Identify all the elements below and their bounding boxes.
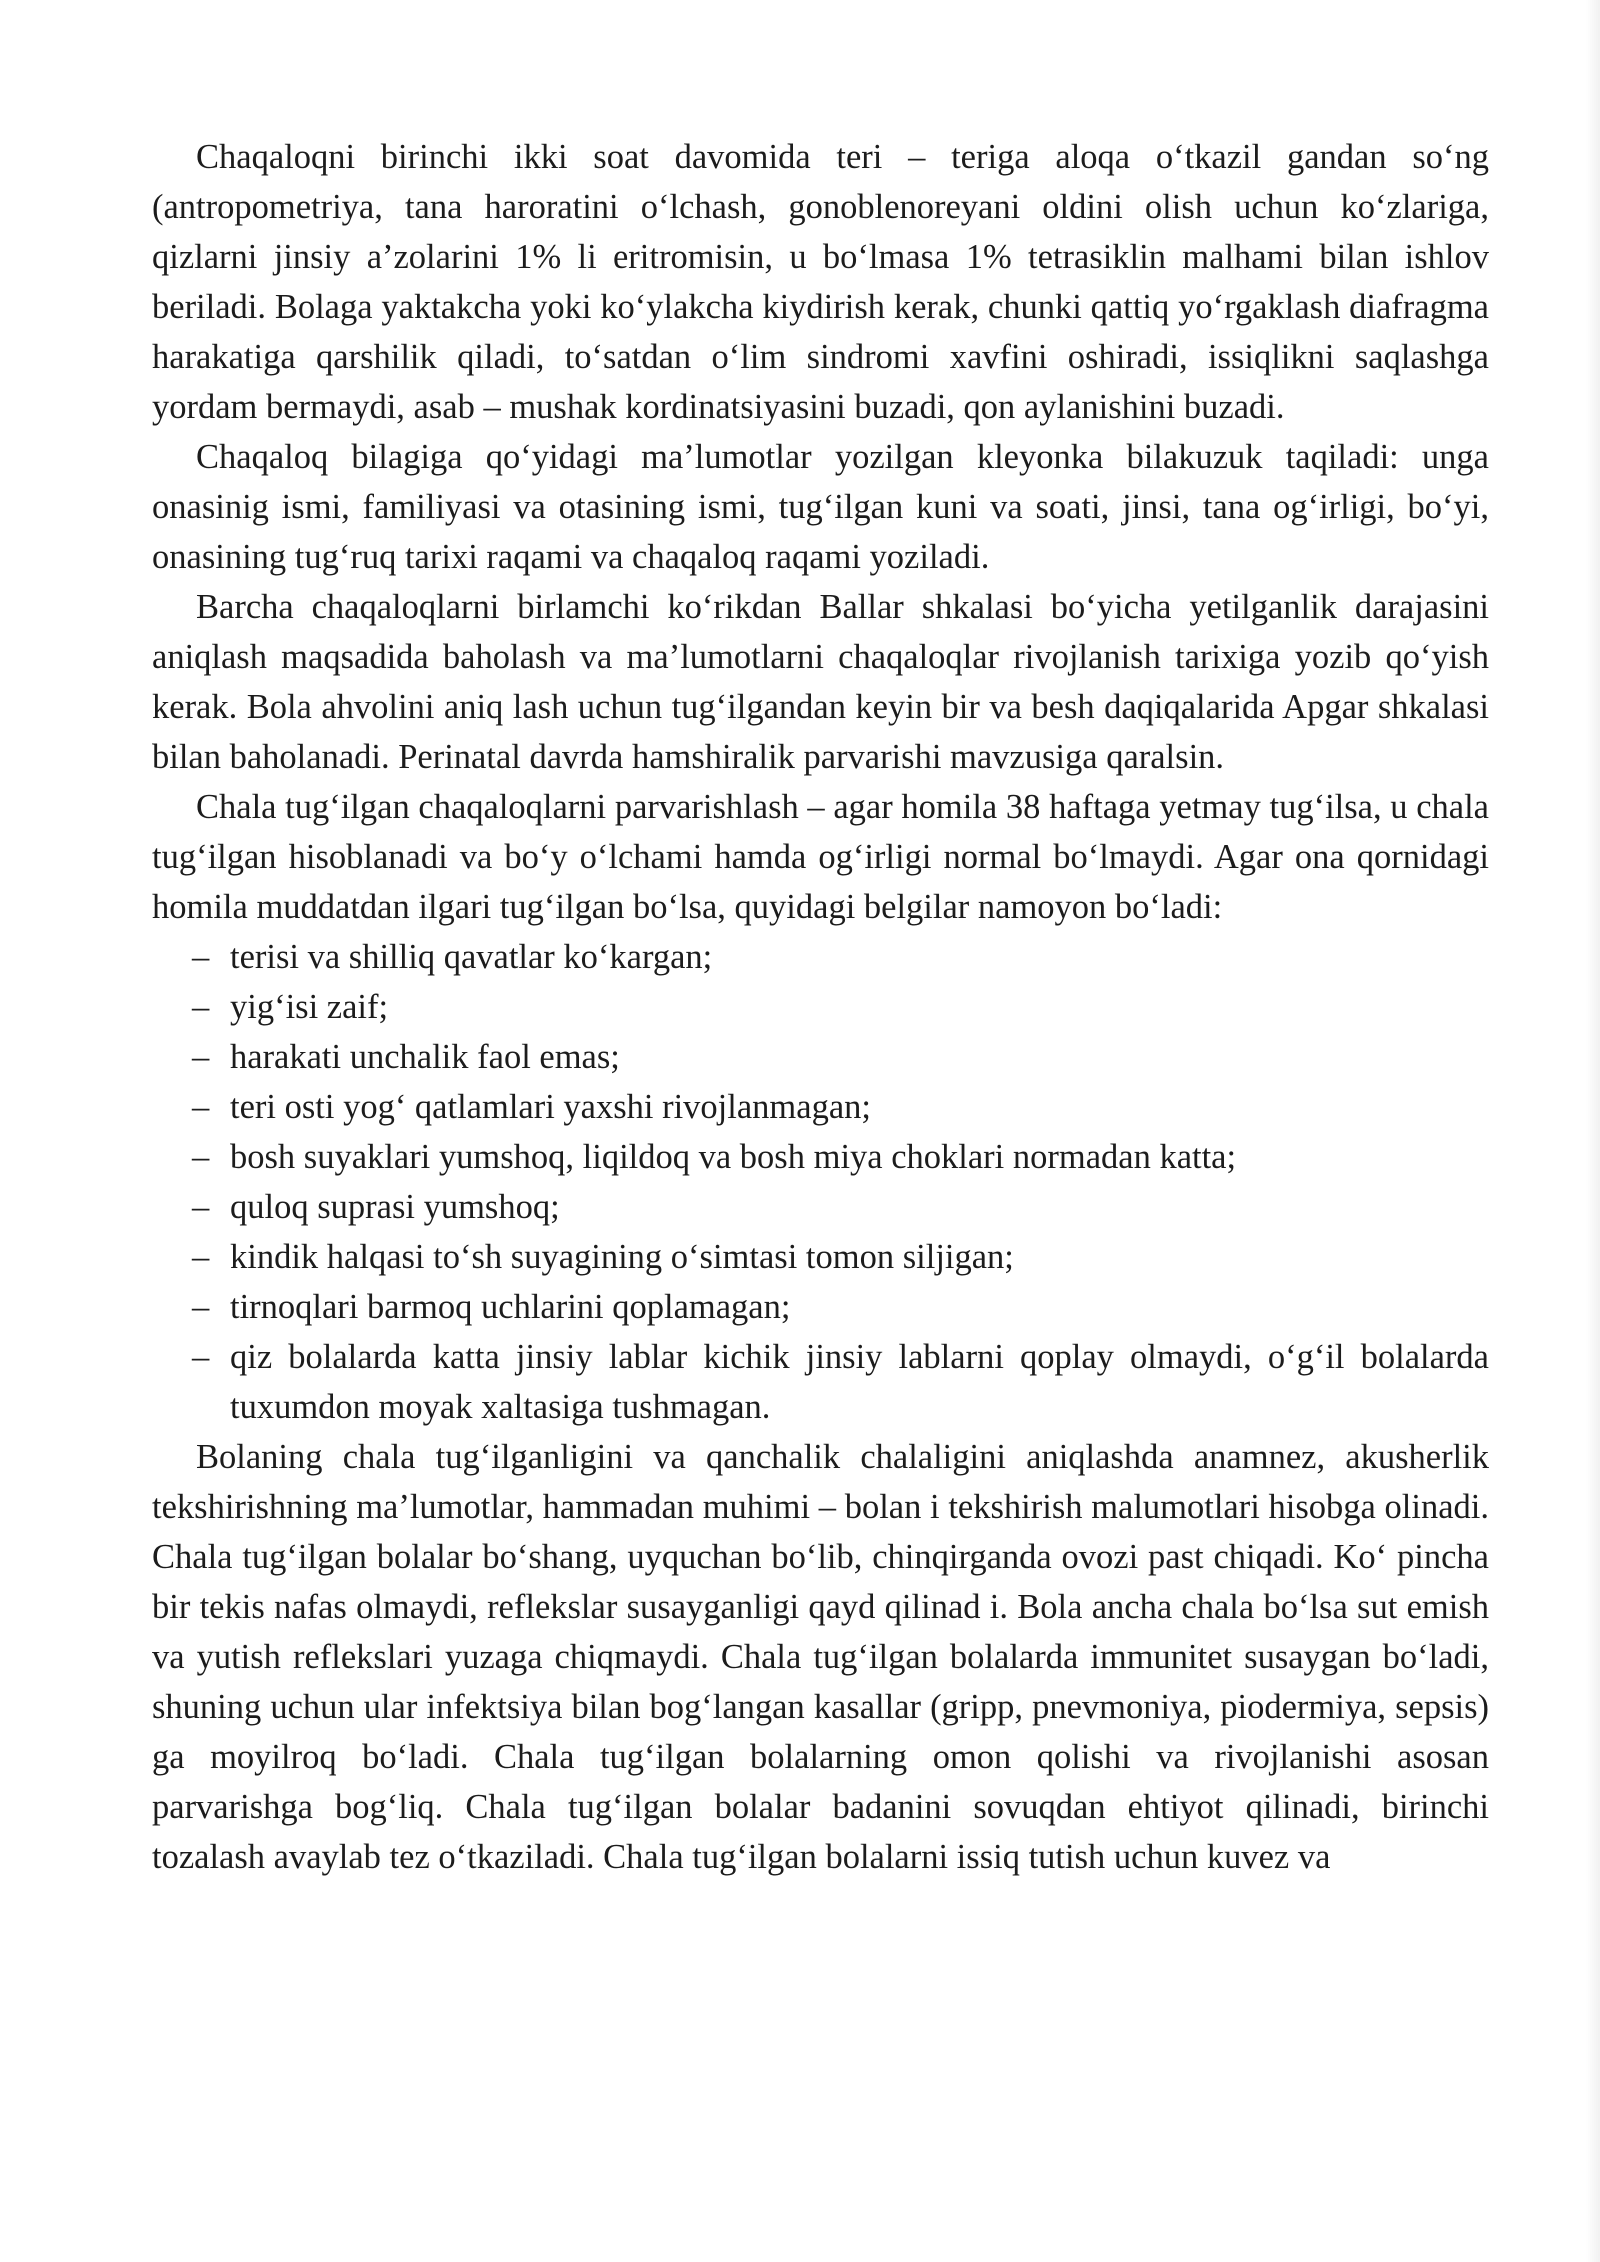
list-item	[192, 982, 1489, 1032]
list-dash: –	[192, 988, 210, 1026]
list-item-text: yig‘isi zaif;	[230, 988, 389, 1026]
list-item-text: terisi va shilliq qavatlar ko‘kargan;	[230, 938, 713, 976]
list-item	[192, 932, 1489, 982]
list-dash: –	[192, 1038, 210, 1076]
list-item	[192, 1032, 1489, 1082]
list-dash: –	[192, 938, 210, 976]
list-item-text: teri osti yog‘ qatlamlari yaxshi rivojlanmagan;	[230, 1088, 871, 1126]
list-item	[192, 1132, 1489, 1182]
list-item-text: bosh suyaklari yumshoq, liqildoq va bosh miya choklari normadan katta;	[230, 1138, 1237, 1176]
list-item-text: quloq suprasi yumshoq;	[230, 1188, 560, 1226]
paragraph-newborn-first-hours: Chaqaloqni birinchi ikki soat davomida teri – teriga aloqa o‘tkazil gandan so‘ng (antropometriya, tana haroratini o‘lchash, gonoblenoreyani oldini olish uchun ko‘zlariga, qizlarni jinsiy a’zolarini 1% li eritromisin, u bo‘lmasa 1% tetrasiklin malhami bilan ishlov beriladi. Bolaga yaktakcha yoki ko‘ylakcha kiydirish kerak, chunki qattiq yo‘rgaklash diafragma harakatiga qarshilik qiladi, to‘satdan o‘lim sindromi xavfini oshiradi, issiqlikni saqlashga yordam bermaydi, asab – mushak kordinatsiyasini buzadi, qon aylanishini buzadi.	[152, 138, 1489, 426]
paragraph-premature-assessment: Bolaning chala tug‘ilganligini va qanchalik chalaligini aniqlashda anamnez, akusherlik tekshirishning ma’lumotlar, hammadan muhimi – bolan i tekshirish malumotlari hisobga olinadi. Chala tug‘ilgan bolalar bo‘shang, uyquchan bo‘lib, chinqirganda ovozi past chiqadi. Ko‘ pincha bir tekis nafas olmaydi, reflekslar susayganligi qayd qilinad i. Bola ancha chala bo‘lsa sut emish va yutish reflekslari yuzaga chiqmaydi. Chala tug‘ilgan bolalarda immunitet susaygan bo‘ladi, shuning uchun ular infektsiya bilan bog‘langan kasallar (gripp, pnevmoniya, piodermiya, sepsis) ga moyilroq bo‘ladi. Chala tug‘ilgan bolalarning omon qolishi va rivojlanishi asosan parvarishga bog‘liq. Chala tug‘ilgan bolalar badanini sovuqdan ehtiyot qilinadi, birinchi tozalash avaylab tez o‘tkaziladi. Chala tug‘ilgan bolalarni issiq tutish uchun kuvez va	[152, 1438, 1489, 1876]
body-text	[152, 132, 1489, 1882]
list-item	[192, 1182, 1489, 1232]
list-item	[192, 1232, 1489, 1282]
paragraph-premature-care: Chala tug‘ilgan chaqaloqlarni parvarishlash – agar homila 38 haftaga yetmay tug‘ilsa, u chala tug‘ilgan hisoblanadi va bo‘y o‘lchami hamda og‘irligi normal bo‘lmaydi. Agar ona qornidagi homila muddatdan ilgari tug‘ilgan bo‘lsa, quyidagi belgilar namoyon bo‘ladi:	[152, 788, 1489, 926]
list-dash: –	[192, 1288, 210, 1326]
list-item-text: harakati unchalik faol emas;	[230, 1038, 620, 1076]
list-dash: –	[192, 1338, 210, 1376]
paragraph-assessment: Barcha chaqaloqlarni birlamchi ko‘rikdan Ballar shkalasi bo‘yicha yetilganlik darajasini aniqlash maqsadida baholash va ma’lumotlarni chaqaloqlar rivojlanish tarixiga yozib qo‘yish kerak. Bola ahvolini aniq lash uchun tug‘ilgandan keyin bir va besh daqiqalarida Apgar shkalasi bilan baholanadi. Perinatal davrda hamshiralik parvarishi mavzusiga qaralsin.	[152, 588, 1489, 776]
paragraph-wrist-band: Chaqaloq bilagiga qo‘yidagi ma’lumotlar yozilgan kleyonka bilakuzuk taqiladi: unga onasinig ismi, familiyasi va otasining ismi, tug‘ilgan kuni va soati, jinsi, tana og‘irligi, bo‘yi, onasining tug‘ruq tarixi raqami va chaqaloq raqami yoziladi.	[152, 438, 1489, 576]
list-dash: –	[192, 1188, 210, 1226]
list-item-text: tirnoqlari barmoq uchlarini qoplamagan;	[230, 1288, 791, 1326]
list-item	[192, 1082, 1489, 1132]
list-dash: –	[192, 1138, 210, 1176]
list-item-text: qiz bolalarda katta jinsiy lablar kichik jinsiy lablarni qoplay olmaydi, o‘g‘il bolalarda tuxumdon moyak xaltasiga tushmagan.	[230, 1338, 1489, 1426]
list-item-text: kindik halqasi to‘sh suyagining o‘simtasi tomon siljigan;	[230, 1238, 1014, 1276]
list-dash: –	[192, 1238, 210, 1276]
page-edge-shadow	[1586, 0, 1600, 2262]
list-dash: –	[192, 1088, 210, 1126]
list-item	[192, 1332, 1489, 1432]
list-item	[192, 1282, 1489, 1332]
premature-signs-list	[152, 932, 1489, 1432]
